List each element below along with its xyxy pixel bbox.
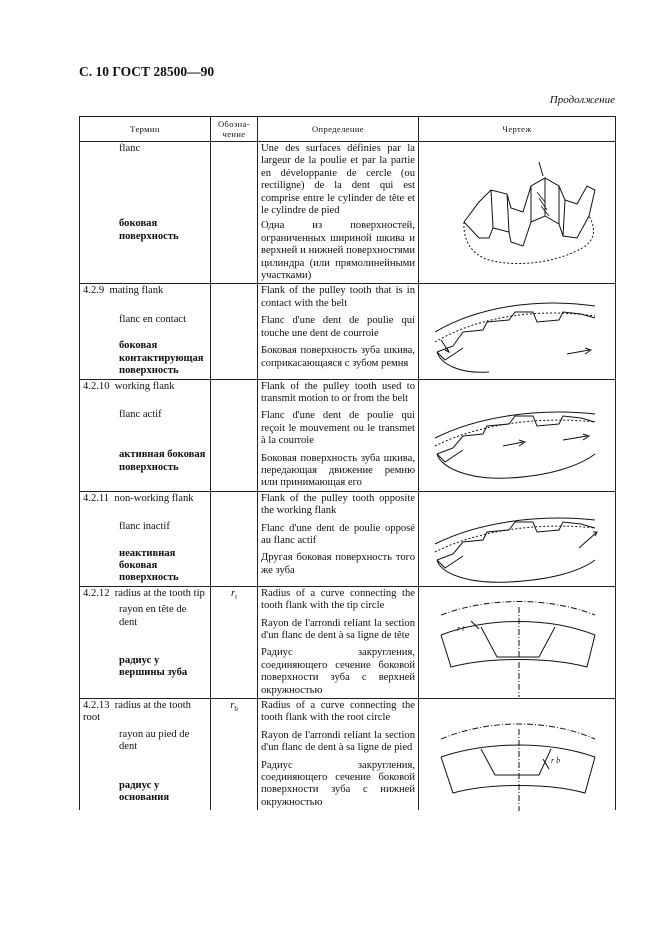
term-en-text: radius at the tooth root <box>83 700 191 724</box>
entry-number: 4.2.11 <box>83 492 110 504</box>
symbol-sub: b <box>234 705 238 714</box>
non-working-flank-drawing <box>419 492 616 588</box>
drawing-flank <box>419 142 616 284</box>
term-ru: боковая поверхность <box>119 218 179 242</box>
symbol-rb <box>211 699 258 811</box>
def-fr: Flanc d'une dent de poulie qui reçoit le mouvement ou le transmet à la courroie <box>261 410 415 447</box>
term-en <box>83 588 205 599</box>
term-en <box>83 700 191 723</box>
entry-number: 4.2.13 <box>83 700 110 712</box>
def-fr: Une des surfaces définies par la largeur de la poulie et par la partie en développante de cercle (ou rectiligne) de la dent qui est comprise entre le cylinder de tête et le cylindre de pied <box>261 143 415 217</box>
term-en <box>83 381 175 392</box>
term-fr: flanc inactif <box>119 521 170 533</box>
entry-number: 4.2.9 <box>83 285 105 297</box>
drawing-mating-flank <box>419 284 616 379</box>
entry-number: 4.2.10 <box>83 380 110 392</box>
term-fr: rayon en tête de dent <box>119 604 187 628</box>
symbol-letter: r <box>230 587 236 599</box>
def-fr: Flanc d'une dent de poulie opposé au flanc actif <box>261 522 415 546</box>
term-fr: rayon au pied de dent <box>119 728 190 753</box>
def-fr: Flanc d'une dent de poulie qui touche une dent de courroie <box>261 315 415 339</box>
symbol-letter: r <box>230 700 235 712</box>
term-ru: активная боковая поверхность <box>119 449 206 473</box>
drawing-working-flank <box>419 379 616 491</box>
mating-flank-drawing <box>419 284 616 376</box>
table-row <box>80 379 616 491</box>
term-fr: flanc actif <box>119 408 162 420</box>
def-en: Radius of a curve connecting the tooth flank with the tip circle <box>261 587 415 612</box>
radius-root-drawing <box>419 699 616 819</box>
def-ru: Одна из поверхностей, ограниченных шириной шкива и верхней и нижней поверхностями цилиндра (или прямолинейными участками) <box>261 220 415 282</box>
label-rb: r b <box>551 756 561 766</box>
term-ru: радиус у основания <box>119 779 170 804</box>
term-en-text: non-working flank <box>114 492 194 504</box>
term-ru: неактивная боковая поверхность <box>119 547 179 584</box>
table-row <box>80 491 616 586</box>
term-fr: flanc <box>119 143 141 154</box>
drawing-radius-root <box>419 699 616 811</box>
symbol-sub: t <box>235 592 238 601</box>
term-ru: боковая контактирующая поверхность <box>119 340 204 377</box>
table-row <box>80 142 616 284</box>
def-fr: Rayon de l'arrondi reliant la section d'un flanc de dent à sa ligne de pied <box>261 729 415 754</box>
def-fr: Rayon de l'arrondi reliant la section d'un flanc de dent à sa ligne de tête <box>261 617 415 641</box>
def-ru: Боковая поверхность зуба шкива, соприкасающаяся с зубом ремня <box>261 345 415 369</box>
term-en <box>83 493 194 504</box>
term-en-text: mating flank <box>109 285 164 297</box>
continuation-label: Продолжение <box>549 94 615 106</box>
page-header: С. 10 ГОСТ 28500—90 <box>79 64 215 79</box>
header-symbol: Обозна-чение <box>211 117 258 142</box>
table-header-row <box>80 117 616 142</box>
def-ru: Радиус закругления, соединяющего сечение боковой поверхности зуба с верхней окружностью <box>261 647 415 696</box>
def-en: Radius of a curve connecting the tooth flank with the root circle <box>261 700 415 724</box>
header-definition: Определение <box>258 117 419 142</box>
term-en-text: working flank <box>114 380 175 392</box>
radius-tip-drawing <box>419 587 616 702</box>
term-en-text: radius at the tooth tip <box>114 587 205 599</box>
pulley-flank-drawing <box>419 142 616 282</box>
entry-number: 4.2.12 <box>83 587 110 599</box>
label-rt: r t <box>457 623 465 633</box>
table-row <box>80 284 616 379</box>
term-ru: радиус у вершины зуба <box>119 655 188 679</box>
def-ru: Радиус закругления, соединяющего сечение боковой поверхности зуба с нижней окружностью <box>261 759 415 808</box>
terms-table <box>79 116 616 810</box>
symbol-rt <box>211 586 258 698</box>
term-fr: flanc en contact <box>119 313 187 325</box>
table-row <box>80 699 616 811</box>
term-en <box>83 285 163 296</box>
drawing-radius-tip <box>419 586 616 698</box>
drawing-non-working-flank <box>419 491 616 586</box>
def-ru: Боковая поверхность зуба шкива, передающая движение ремню или принимающая его <box>261 452 415 489</box>
header-drawing: Чертеж <box>419 117 616 142</box>
def-ru: Другая боковая поверхность того же зуба <box>261 552 415 576</box>
def-en: Flank of the pulley tooth used to transmit motion to or from the belt <box>261 380 415 404</box>
def-en: Flank of the pulley tooth opposite the working flank <box>261 492 415 517</box>
working-flank-drawing <box>419 380 616 485</box>
header-term: Термин <box>80 117 211 142</box>
def-en: Flank of the pulley tooth that is in contact with the belt <box>261 285 415 309</box>
table-row <box>80 586 616 698</box>
